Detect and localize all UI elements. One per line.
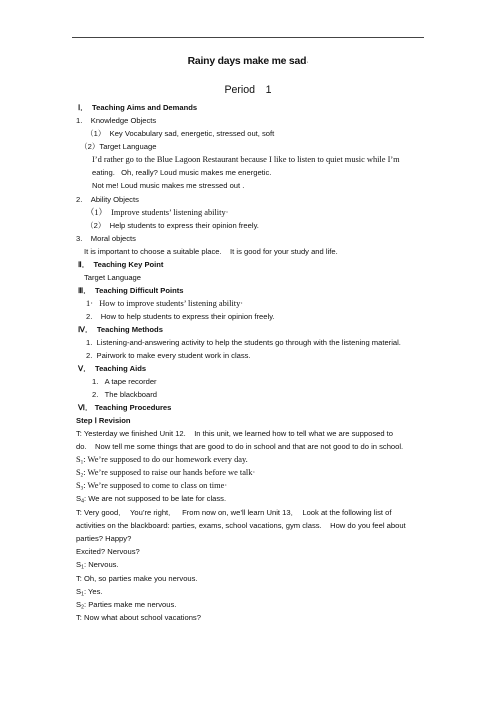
method-1: 1. Listening-and-answering activity to help the students go through with the listening material. [86,338,401,347]
method-2: 2. Pairwork to make every student work in class. [86,351,251,360]
section-heading-aims: Ⅰ． Teaching Aims and Demands [78,103,198,112]
step-revision: Step Ⅰ Revision [76,416,131,425]
ability-item-2: （2） Help students to express their opinion freely. [86,221,259,230]
key-point-text: Target Language [84,273,142,282]
student-line-5: $S_1$: Nervous. [76,560,119,571]
knowledge-objects: 1. Knowledge Objects [76,116,157,125]
aid-2: 2. The blackboard [92,390,158,399]
difficult-point-1: 1· How to improve students’ listening ability· [86,299,244,308]
ability-item-1: （1） Improve students’ listening ability· [86,208,229,217]
period-heading: Period 1 [224,84,272,96]
target-language-line1: I’d rather go to the Blue Lagoon Restaurant because I like to listen to quiet music while I’m [92,155,400,164]
section-heading-aids: Ⅴ． Teaching Aids [78,364,147,373]
student-line-6: $S_1$: Yes. [76,587,103,598]
section-heading-procedures: Ⅵ． Teaching Procedures [78,403,172,412]
target-language-line3: Not me! Loud music makes me stressed out . [92,181,245,190]
teacher-line-2a: T: Very good． You’re right． From now on, we’ll learn Unit 13． Look at the following list of [76,508,392,517]
teacher-line-4: T: Now what about school vacations? [76,613,201,622]
student-line-1: $S_1$: We’re supposed to do our homework every day. [76,455,248,466]
target-language-label: （2）Target Language [80,142,157,151]
title-text: Rainy days make me sad [187,56,307,67]
document-title [0,56,496,67]
section-heading-difficult-points: Ⅲ． Teaching Difficult Points [78,286,184,295]
section-heading-methods: Ⅳ． Teaching Methods [78,325,163,334]
ability-objects: 2. Ability Objects [76,195,139,204]
teacher-line-1b: do. Now tell me some things that are good to do in school and that are not good to do in school. [76,442,404,451]
student-line-2: $S_2$: We’re supposed to raise our hands before we talk· [76,468,256,479]
title-tail: · [306,59,309,66]
teacher-line-1a: T: Yesterday we finished Unit 12. In this unit, we learned how to tell what we are supposed to [76,429,394,438]
student-line-4: $S_4$: We are not supposed to be late for class. [76,494,227,505]
teacher-line-2b: activities on the blackboard: parties, exams, school vacations, gym class. How do you feel about [76,521,406,530]
student-line-3: $S_3$: We’re supposed to come to class on time· [76,481,228,492]
moral-objects: 3. Moral objects [76,234,136,243]
section-heading-key-point: Ⅱ． Teaching Key Point [78,260,164,269]
teacher-line-2d: Excited? Nervous? [76,547,140,556]
teacher-line-3: T: Oh, so parties make you nervous. [76,574,198,583]
difficult-point-2: 2. How to help students to express their opinion freely. [86,312,275,321]
key-vocabulary: （1） Key Vocabulary sad, energetic, stressed out, soft [86,129,275,138]
student-line-7: $S_2$: Parties make me nervous. [76,600,177,611]
target-language-line2: eating. Oh, really? Loud music makes me energetic. [92,168,272,177]
teacher-line-2c: parties? Happy? [76,534,132,543]
header-rule [72,37,424,38]
aid-1: 1. A tape recorder [92,377,157,386]
moral-objects-text: It is important to choose a suitable place. It is good for your study and life. [84,247,338,256]
